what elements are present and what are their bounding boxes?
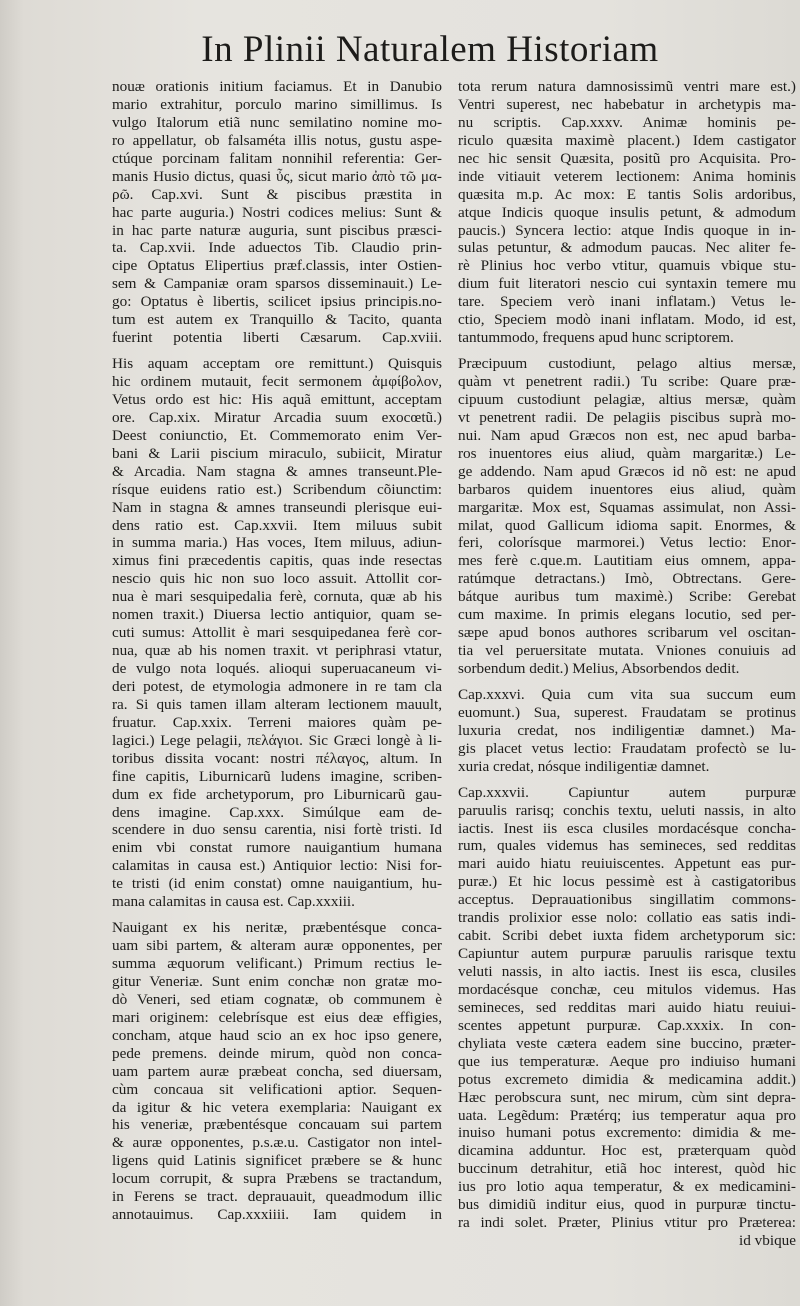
text-line: annotauimus. Cap.xxxiiii. Iam quidem in bbox=[112, 1206, 442, 1224]
text-line: pede premens. deinde mirum, quòd non conca- bbox=[112, 1044, 442, 1062]
text-line: paruulis rarisq; conchis textu, ueluti nassis, in alto bbox=[458, 801, 796, 819]
text-line: dium fuit literatori nescio cui syntaxin temere mu bbox=[458, 275, 796, 293]
text-line: lagici.) Lege pelagii, πελάγιοι. Sic Græci longè à li- bbox=[112, 731, 442, 749]
text-line: ge addendo. Nam apud Græcos id nõ est: ne apud bbox=[458, 462, 796, 480]
text-line: mana calamitas in causa est. Cap.xxxiii. bbox=[112, 893, 355, 911]
text-line: vt penetrent radii. De pelagiis piscibus suprà mo- bbox=[458, 408, 796, 426]
text-line: gitur Veneriæ. Sunt enim conchæ non gratæ mo- bbox=[112, 972, 442, 990]
text-line: feri, colorísque marmorei.) Vetus lectio: Enor- bbox=[458, 534, 796, 552]
text-line: rum, quales videmus has semineces, sed redditas bbox=[458, 837, 796, 855]
text-line: nua è mari sesquipedalia ferè, cornuta, quæ ab his bbox=[112, 588, 442, 606]
left-column bbox=[112, 78, 442, 1224]
text-line: hic ordinem mutauit, fecit sermonem ἀμφίβολον, bbox=[112, 373, 442, 390]
text-line: puræ.) Et hic locus pessimè est à castigatoribus bbox=[458, 873, 796, 891]
text-line: id vbique bbox=[739, 1232, 796, 1250]
text-line: ra indi solet. Præter, Plinius vtitur pro Præterea: bbox=[458, 1214, 796, 1232]
text-line: cipuum custodiunt pelagiæ, altius mersæ, quàm bbox=[458, 390, 796, 408]
text-line: euomunt.) Sua, superest. Fraudatam se protinus bbox=[458, 703, 796, 721]
text-line: inde vitiauit veterem lectionem: Anima hominis bbox=[458, 167, 796, 185]
text-line: cabit. Scribi debet iuxta fidem archetyporum sic: bbox=[458, 927, 796, 945]
text-line: Cap.xxxvi. Quia cum vita sua succum eum bbox=[458, 685, 796, 703]
text-line: xuria credat, nósque indiligentiæ damnet. bbox=[458, 757, 710, 775]
text-line: tantummodo, frequens apud hunc scriptorem. bbox=[458, 329, 734, 347]
text-line: ore. Cap.xix. Miratur Arcadia suum exocœtũ.) bbox=[112, 408, 442, 426]
text-line: gis placet vetus lectio: Fraudatam profectò se lu- bbox=[458, 739, 796, 757]
text-line: potus excremeto dimidia & medicamina addit.) bbox=[458, 1070, 796, 1088]
text-line: hac parte auguria.) Nostri codices melius: Sunt & bbox=[112, 203, 442, 221]
running-header: In Plinii Naturalem Historiam bbox=[201, 29, 659, 70]
text-line: scendere in duo sensu carentia, nisi fortè tristi. Id bbox=[112, 821, 442, 839]
text-line: ligens quid Latinis significet præbere se & hunc bbox=[112, 1152, 442, 1170]
text-line: nu scriptis. Cap.xxxv. Animæ hominis pe- bbox=[458, 113, 796, 131]
text-line: fuerint potentia liberti Cæsarum. Cap.xviii. bbox=[112, 329, 442, 347]
text-line: dicamina adduntur. Hoc est, præterquam quòd bbox=[458, 1142, 796, 1160]
text-line: sem & Campaniæ oram sparsos disseminauit.) Le- bbox=[112, 275, 442, 293]
text-line: ρῶ. Cap.xvi. Sunt & piscibus præstita in bbox=[112, 185, 442, 203]
text-line: ta. Cap.xvii. Inde aduectos Tib. Claudio prin- bbox=[112, 239, 442, 257]
text-line: mario extrahitur, porculo marino simillimus. Is bbox=[112, 95, 442, 113]
text-line: ctio, Speciem modò inani inflatam. Modo, id est, bbox=[458, 311, 796, 329]
text-line: ra. Si quis tamen illam alteram lectionem mauult, bbox=[112, 695, 442, 713]
text-line: in summa maria.) Has voces, Item miluus, adiun- bbox=[112, 534, 442, 552]
text-line: manis Husio dictus, quasi ὖς, sicut mario ἀπὸ τῶ μα- bbox=[112, 167, 442, 185]
text-line: fruatur. Cap.xxix. Terreni maiores quàm pe- bbox=[112, 713, 442, 731]
text-line: sæpe apud bonos authores scribarum vel oscitan- bbox=[458, 624, 796, 642]
text-line: dens imagine. Cap.xxx. Simúlque eam de- bbox=[112, 803, 442, 821]
text-line: mari originem: celebrísque est eius deæ effigies, bbox=[112, 1008, 442, 1026]
text-line: riculo quæsita maximè placent.) Idem castigator bbox=[458, 131, 796, 149]
text-line: nui. Nam apud Græcos non est, nec apud barba- bbox=[458, 426, 796, 444]
text-line: tare. Speciem verò inani inflatam.) Vetus le- bbox=[458, 293, 796, 311]
text-line: rísque euidens ratio est.) Scribendum cõiunctim: bbox=[112, 480, 442, 498]
text-line: uam sibi partem, & alteram auræ opponentes, per bbox=[112, 937, 442, 955]
text-line: uam partem auræ præbeat concha, sed diuersam, bbox=[112, 1062, 442, 1080]
text-line: trandis prolixior esse nolo: collatio eas satis indi- bbox=[458, 909, 796, 927]
text-line: nec hic sensit Quæsita, positũ pro Acquisita. Pro- bbox=[458, 149, 796, 167]
text-line: vulgo Italorum etiã nunc semilatino nomine mo- bbox=[112, 113, 442, 131]
text-line: cum maxime. In primis elegans locutio, sed per- bbox=[458, 606, 796, 624]
text-line: Ventri superest, nec habebatur in archetypis ma- bbox=[458, 95, 796, 113]
text-line: his veneriæ, præbentésque concauam sui partem bbox=[112, 1116, 442, 1134]
text-line: acceptus. Deprauationibus singillatim commons- bbox=[458, 891, 796, 909]
text-line: locum corrupit, & supra Præbens se tractandum, bbox=[112, 1170, 442, 1188]
text-line: te tristi (id enim constat) omne nauigantium, hu- bbox=[112, 875, 442, 893]
text-line: dens ratio est. Cap.xxvii. Item miluus subit bbox=[112, 516, 442, 534]
text-line: deri potest, de etymologia admonere in re tam cla bbox=[112, 677, 442, 695]
text-line: que ius temperaturæ. Aeque pro indiuiso humani bbox=[458, 1052, 796, 1070]
text-line: bátque auribus tum maximè.) Scribe: Gerebat bbox=[458, 588, 796, 606]
text-line: in Ferens se tract. deprauauit, queadmodum illic bbox=[112, 1188, 442, 1206]
text-line: quæsita m.p. Ac mox: E tantis Solis ardoribus, bbox=[458, 185, 796, 203]
text-line: cuti sumus: Attollit è mari sesquipedanea ferè cor- bbox=[112, 624, 442, 642]
text-line: chyliata veste cætera eadem sine buccino, præter- bbox=[458, 1034, 796, 1052]
text-line: mes ferè c.que.m. Lautitiam eius omnem, appa- bbox=[458, 552, 796, 570]
text-line: bus dimidiũ inditur eius, quod in purpuræ tinctu- bbox=[458, 1196, 796, 1214]
text-line: quàm vt penetrent radii.) Tu scribe: Quare præ- bbox=[458, 373, 796, 390]
text-line: mordacésque conchæ, ceu mitulos videmus. Has bbox=[458, 980, 796, 998]
right-column bbox=[458, 78, 796, 1250]
text-line: Nam in stagna & amnes transeundi plerisque eui- bbox=[112, 498, 442, 516]
text-line: tum est autem ex Tranquillo & Tacito, quanta bbox=[112, 311, 442, 329]
text-line: barbaros quidem inuentores eius aliud, quàm bbox=[458, 480, 796, 498]
text-line: margaritæ. Mox est, Squamas assimulat, non Assi- bbox=[458, 498, 796, 516]
text-line: dò Veneri, sed etiam cognatæ, ob communem è bbox=[112, 990, 442, 1008]
text-line: fine capitis, Liburnicarũ ludens imagine, scriben- bbox=[112, 767, 442, 785]
text-line: nua, quæ ab his nomen traxit. vt periphrasi vtatur, bbox=[112, 642, 442, 660]
text-line: cùm concaua sit velificationi aptior. Sequen- bbox=[112, 1080, 442, 1098]
text-line: de vulgo nota loqués. alioqui superuacaneum vi- bbox=[112, 660, 442, 677]
text-line: His aquam acceptam ore remittunt.) Quisquis bbox=[112, 355, 442, 373]
text-line: Præcipuum custodiunt, pelago altius mersæ, bbox=[458, 355, 796, 373]
text-line: ratúmque detractans.) Imò, Obtrectans. Gere- bbox=[458, 570, 796, 588]
text-line: dum ex fide archetyporum, pro Liburnicarũ gau- bbox=[112, 785, 442, 803]
text-line: iactis. Inest iis esca clusiles mordacésque concha- bbox=[458, 819, 796, 837]
text-line: tota rerum natura damnosissimũ ventri mare est.) bbox=[458, 78, 796, 95]
text-line: enim vbi constat rumore nauigantium humana bbox=[112, 839, 442, 857]
text-line: summa æquorum velificant.) Primum rectius le- bbox=[112, 955, 442, 972]
text-line: go: Optatus è libertis, scilicet ipsius principis.no- bbox=[112, 293, 442, 311]
text-line: Hæc perobscura sunt, nec mirum, cùm sint depra- bbox=[458, 1088, 796, 1106]
text-line: ros inuentores eius aliud, quàm margaritæ.) Le- bbox=[458, 444, 796, 462]
text-line: toribus dissita vocant: nostri πέλαγος, altum. In bbox=[112, 749, 442, 767]
text-line: Cap.xxxvii. Capiuntur autem purpuræ bbox=[458, 783, 796, 801]
text-line: paucis.) Syncera lectio: atque Indis quoque in in- bbox=[458, 221, 796, 239]
text-line: semineces, sed redditas mari auido hiatu reuiui- bbox=[458, 998, 796, 1016]
text-line: & Arcadia. Nam stagna & amnes transeunt.Ple- bbox=[112, 462, 442, 480]
text-line: nescio quis hic non suo loco assuit. Attollit cor- bbox=[112, 570, 442, 588]
text-line: calamitas in causa est.) Antiquior lectio: Nisi for- bbox=[112, 857, 442, 875]
text-line: rè Plinius hoc verbo vtitur, quamuis vbique stu- bbox=[458, 257, 796, 275]
text-line: ximus fini præcedentis capitis, quas inde resectas bbox=[112, 552, 442, 570]
text-line: buccinum detrahitur, etiã hoc interest, quòd hic bbox=[458, 1160, 796, 1178]
text-line: da igitur & hic vetera exemplaria: Nauigant ex bbox=[112, 1098, 442, 1116]
text-line: bani & Larii piscium miraculo, subiicit, Miratur bbox=[112, 444, 442, 462]
text-line: in hac parte naturæ auguria, sunt piscibus præsci- bbox=[112, 221, 442, 239]
text-line: concham, atque haud scio an ex hoc ipso genere, bbox=[112, 1026, 442, 1044]
text-line: sulas petuntur, & admodum paucas. Nec aliter fe- bbox=[458, 239, 796, 257]
text-line: Capiuntur autem purpuræ paruulis rarisque textu bbox=[458, 945, 796, 963]
text-line: Nauigant ex his neritæ, præbentésque conca- bbox=[112, 919, 442, 937]
text-line: & auræ opponentes, p.s.æ.u. Castigator non intel- bbox=[112, 1134, 442, 1152]
text-line: scentes appetunt purpuræ. Cap.xxxix. In con- bbox=[458, 1016, 796, 1034]
text-line: ro appellatur, ob falsaméta illis notus, gustu aspe- bbox=[112, 131, 442, 149]
text-line: tia vel peruersitate mutata. Vniones conuiuis ad bbox=[458, 642, 796, 660]
text-line: nomen traxit.) Diuersa lectio antiquior, quam se- bbox=[112, 606, 442, 624]
text-line: veluti nassis, in alto iactis. Inest iis esca, clusiles bbox=[458, 963, 796, 980]
text-line: mari auido hiatu reuiuiscentes. Appetunt eas pur- bbox=[458, 855, 796, 873]
text-line: cipe Optatus Elipertius præf.classis, inter Ostien- bbox=[112, 257, 442, 275]
text-line: ctúque porcinam falitam nonnihil referentia: Ger- bbox=[112, 149, 442, 167]
text-line: Vetus ordo est hic: His aquã emittunt, acceptam bbox=[112, 390, 442, 408]
text-line: milat, quod Gallicum idioma sapit. Enormes, & bbox=[458, 516, 796, 534]
text-line: uata. Legẽdum: Prætérq; ius temperatur aqua pro bbox=[458, 1106, 796, 1124]
text-line: atque Indicis quoque insulis petunt, & admodum bbox=[458, 203, 796, 221]
text-line: Deest coniunctio, Et. Commemorato enim Ver- bbox=[112, 426, 442, 444]
text-line: nouæ orationis initium faciamus. Et in Danubio bbox=[112, 78, 442, 95]
text-line: ius pro lotio aqua temperatur, & ex medicamini- bbox=[458, 1178, 796, 1196]
text-line: luxuria credat, nos indiligentiæ damnet.) Ma- bbox=[458, 721, 796, 739]
text-line: sorbendum dedit.) Melius, Absorbendos dedit. bbox=[458, 660, 740, 677]
text-line: inuiso humani potus excremento: dimidia & me- bbox=[458, 1124, 796, 1142]
